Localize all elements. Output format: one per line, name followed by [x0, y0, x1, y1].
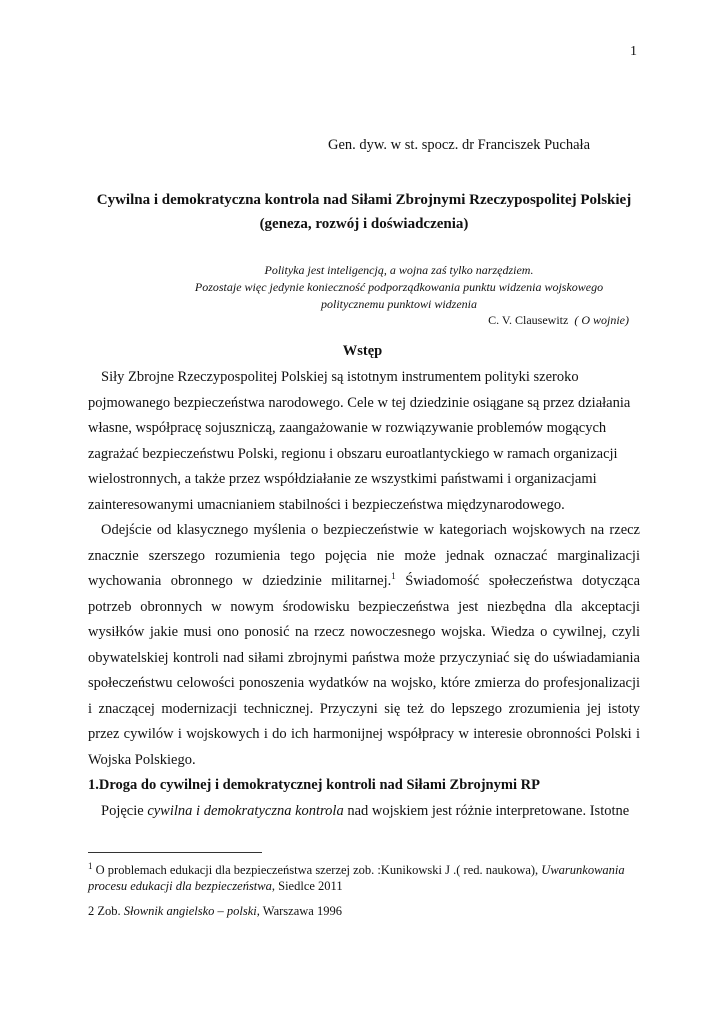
epigraph: [169, 262, 629, 313]
footnote-2-text: 2 Zob.: [88, 904, 124, 919]
epigraph-line-2: Pozostaje więc jedynie konieczność podporządkowania punktu widzenia wojskowego: [194, 280, 604, 294]
paragraph-3: [88, 799, 640, 825]
paragraph-3-start: Pojęcie: [101, 802, 148, 819]
footnote-2-end: Warszawa 1996: [259, 904, 342, 919]
footnote-divider: [88, 852, 262, 853]
footnote-1-end: , Siedlce 2011: [271, 879, 343, 894]
page-number: 1: [630, 44, 637, 59]
author-line: Gen. dyw. w st. spocz. dr Franciszek Puchała: [328, 137, 591, 153]
paragraph-2: [88, 518, 640, 773]
section-heading: Wstęp: [342, 343, 383, 359]
epigraph-work: ( O wojnie): [574, 313, 629, 327]
title-line-1: Cywilna i demokratyczna kontrola nad Siłami Zbrojnymi Rzeczypospolitej Polskiej: [96, 192, 632, 208]
epigraph-author: C. V. Clausewitz: [488, 313, 569, 327]
paragraph-2-part-a: Odejście od klasycznego myślenia o bezpieczeństwie w kategoriach wojskowych na rzecz znacznie szerszego rozumienia tego pojęcia nie może jednak oznaczać marginalizacji wychowania obronnego w dziedzinie militarnej.: [88, 522, 640, 589]
epigraph-attribution: [488, 313, 629, 328]
title-line-2: (geneza, rozwój i doświadczenia): [259, 216, 469, 232]
footnote-1-italic: Uwarunkowania procesu edukacji dla bezpieczeństwa: [88, 863, 625, 894]
paragraph-2-part-b: Świadomość społeczeństwa dotycząca potrzeb obronnych w nowym środowisku bezpieczeństwa jest niezbędna dla akceptacji wysiłków jakie musi ono ponosić na rzecz nowoczesnego wojska. Wiedza o cywilnej, czyli obywatelskiej kontroli nad siłami zbrojnymi państwa może przyczyniać się do uświadamiania społeczeństwu celowości ponoszenia wydatków na wojsko, które zmierza do profesjonalizacji i znaczącej modernizacji technicznej. Przyczyni się też do lepszego zrozumienia jej istoty przez cywilów i wojskowych i do ich harmonijnej współpracy w interesie obronności Polski i Wojska Polskiego.: [88, 573, 641, 768]
epigraph-line-3: politycznemu punktowi widzenia: [321, 297, 477, 311]
body-text: [88, 365, 640, 824]
footnote-1-text: O problemach edukacji dla bezpieczeństwa szerzej zob. :Kunikowski J .( red. naukowa),: [92, 863, 542, 878]
footnotes: [88, 858, 640, 928]
footnote-1: [88, 858, 640, 894]
document-title: [88, 188, 640, 236]
footnote-ref-1[interactable]: 1: [391, 571, 396, 582]
footnote-2: [88, 903, 640, 919]
paragraph-3-italic: cywilna i demokratyczna kontrola: [147, 802, 344, 819]
paragraph-3-end: nad wojskiem jest różnie interpretowane. Istotne: [343, 802, 630, 819]
epigraph-line-1: Polityka jest inteligencją, a wojna zaś tylko narzędziem.: [264, 263, 534, 277]
chapter-heading: 1.Droga do cywilnej i demokratycznej kontroli nad Siłami Zbrojnymi RP: [88, 777, 540, 793]
footnote-2-italic: Słownik angielsko – polski,: [123, 904, 260, 919]
footnote-1-mark: 1: [88, 861, 93, 871]
paragraph-1: Siły Zbrojne Rzeczypospolitej Polskiej są istotnym instrumentem polityki szeroko pojmowanego bezpieczeństwa narodowego. Cele w tej dziedzinie osiągane są przez działania własne, współpracę sojuszniczą, zaangażowanie w rozwiązywanie problemów mogących zagrażać bezpieczeństwu Polski, regionu i obszaru euroatlantyckiego w ramach organizacji wielostronnych, a także przez współdziałanie ze wszystkimi państwami i organizacjami zainteresowanymi umacnianiem stabilności i bezpieczeństwa międzynarodowego.: [88, 369, 631, 513]
